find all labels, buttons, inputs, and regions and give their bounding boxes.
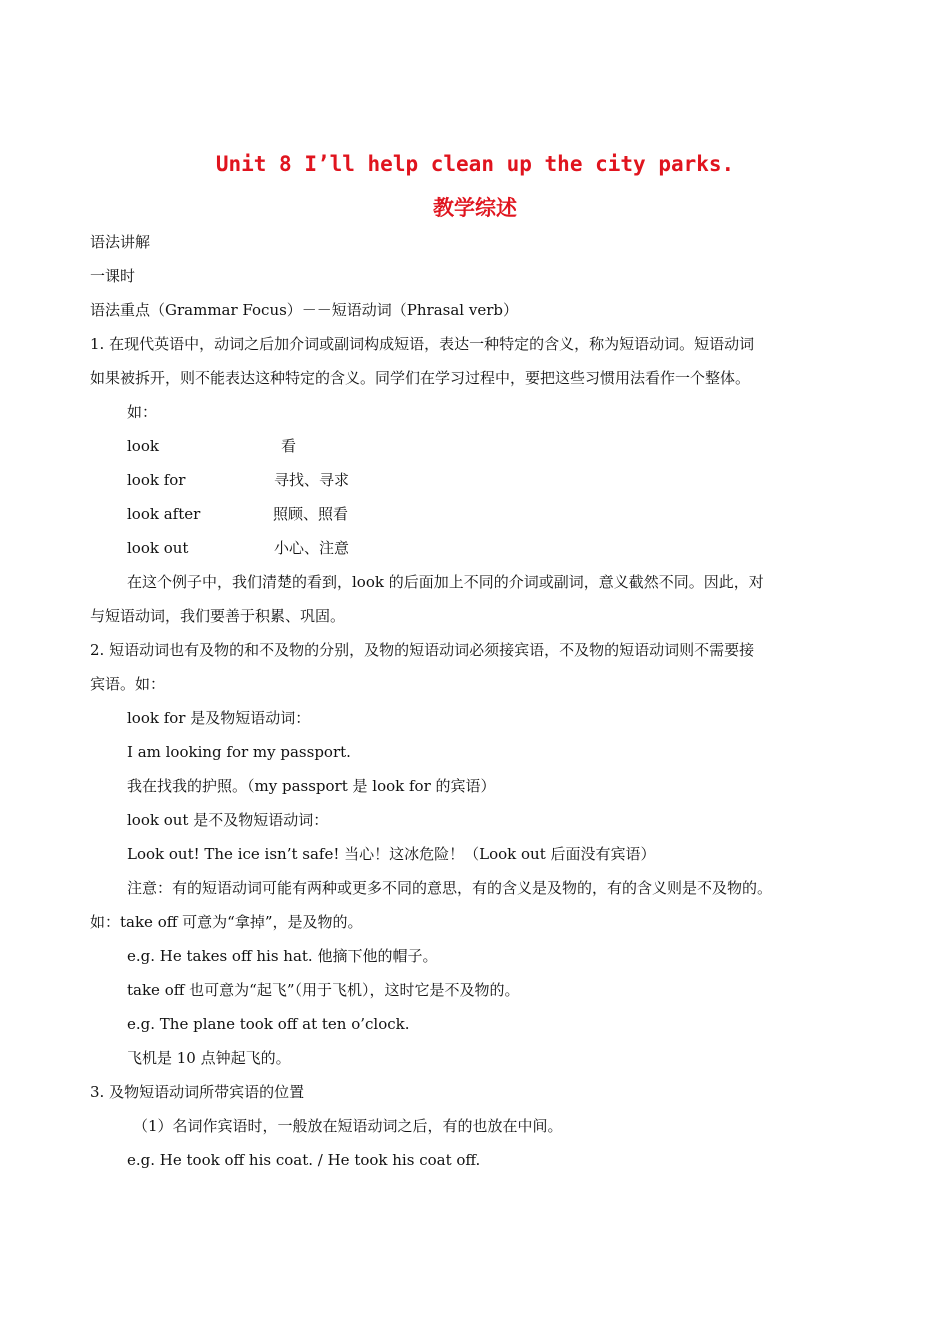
- section2-example-line: e.g. The plane took off at ten o’clock.: [127, 1015, 410, 1033]
- section2-example-line: 飞机是 10 点钟起飞的。: [127, 1049, 291, 1067]
- section2-example-line: take off 也可意为“起飞”（用于飞机），这时它是不及物的。: [127, 981, 520, 999]
- example-row: [0, 504, 950, 524]
- example-row: [0, 538, 950, 558]
- section2-note-line2: 如：take off 可意为“拿掉”，是及物的。: [90, 913, 363, 931]
- section2-line: 我在找我的护照。（my passport 是 look for 的宾语）: [127, 777, 496, 795]
- section2-line: look out 是不及物短语动词：: [127, 811, 329, 829]
- section3-example: e.g. He took off his coat. / He took his coat off.: [127, 1151, 481, 1169]
- section3-heading: 3. 及物短语动词所带宾语的位置: [90, 1083, 305, 1101]
- example-phrase: look after: [127, 505, 201, 523]
- section2-note-line1: 注意：有的短语动词可能有两种或更多不同的意思，有的含义是及物的，有的含义则是不及物的。: [127, 879, 773, 897]
- heading-grammar-explanation: 语法讲解: [90, 233, 151, 251]
- section2-paragraph-line1: 2. 短语动词也有及物的和不及物的分别，及物的短语动词必须接宾语，不及物的短语动词则不需要接: [90, 641, 755, 659]
- example-row: [0, 470, 950, 490]
- example-row: [0, 436, 950, 456]
- section1-paragraph-line1: 1. 在现代英语中，动词之后加介词或副词构成短语，表达一种特定的含义，称为短语动词。短语动词: [90, 335, 755, 353]
- section2-paragraph-line2: 宾语。如：: [90, 675, 166, 693]
- section1-example-intro: 如：: [127, 403, 158, 421]
- section2-example-line: e.g. He takes off his hat. 他摘下他的帽子。: [127, 947, 438, 965]
- section3-subpoint: （1）名词作宾语时，一般放在短语动词之后，有的也放在中间。: [133, 1117, 563, 1135]
- heading-lesson: 一课时: [90, 267, 136, 285]
- section1-summary-line2: 与短语动词，我们要善于积累、巩固。: [90, 607, 346, 625]
- section2-line: Look out! The ice isn’t safe! 当心！这冰危险！（Look out 后面没有宾语）: [127, 845, 656, 863]
- example-meaning: 寻找、寻求: [274, 471, 350, 489]
- example-meaning: 小心、注意: [274, 539, 350, 557]
- example-meaning: 看: [281, 437, 297, 455]
- section1-paragraph-line2: 如果被拆开，则不能表达这种特定的含义。同学们在学习过程中，要把这些习惯用法看作一个整体。: [90, 369, 751, 387]
- heading-grammar-focus: 语法重点（Grammar Focus）－－短语动词（Phrasal verb）: [90, 301, 518, 319]
- example-phrase: look out: [127, 539, 189, 557]
- example-phrase: look for: [127, 471, 186, 489]
- example-meaning: 照顾、照看: [273, 505, 349, 523]
- title-english: Unit 8 I’ll help clean up the city parks.: [215, 152, 735, 176]
- title-chinese: 教学综述: [433, 195, 517, 220]
- example-phrase: look: [127, 437, 159, 455]
- section1-summary-line1: 在这个例子中，我们清楚的看到，look 的后面加上不同的介词或副词，意义截然不同。因此，对: [127, 573, 764, 591]
- section2-line: I am looking for my passport.: [127, 743, 351, 761]
- section2-line: look for 是及物短语动词：: [127, 709, 311, 727]
